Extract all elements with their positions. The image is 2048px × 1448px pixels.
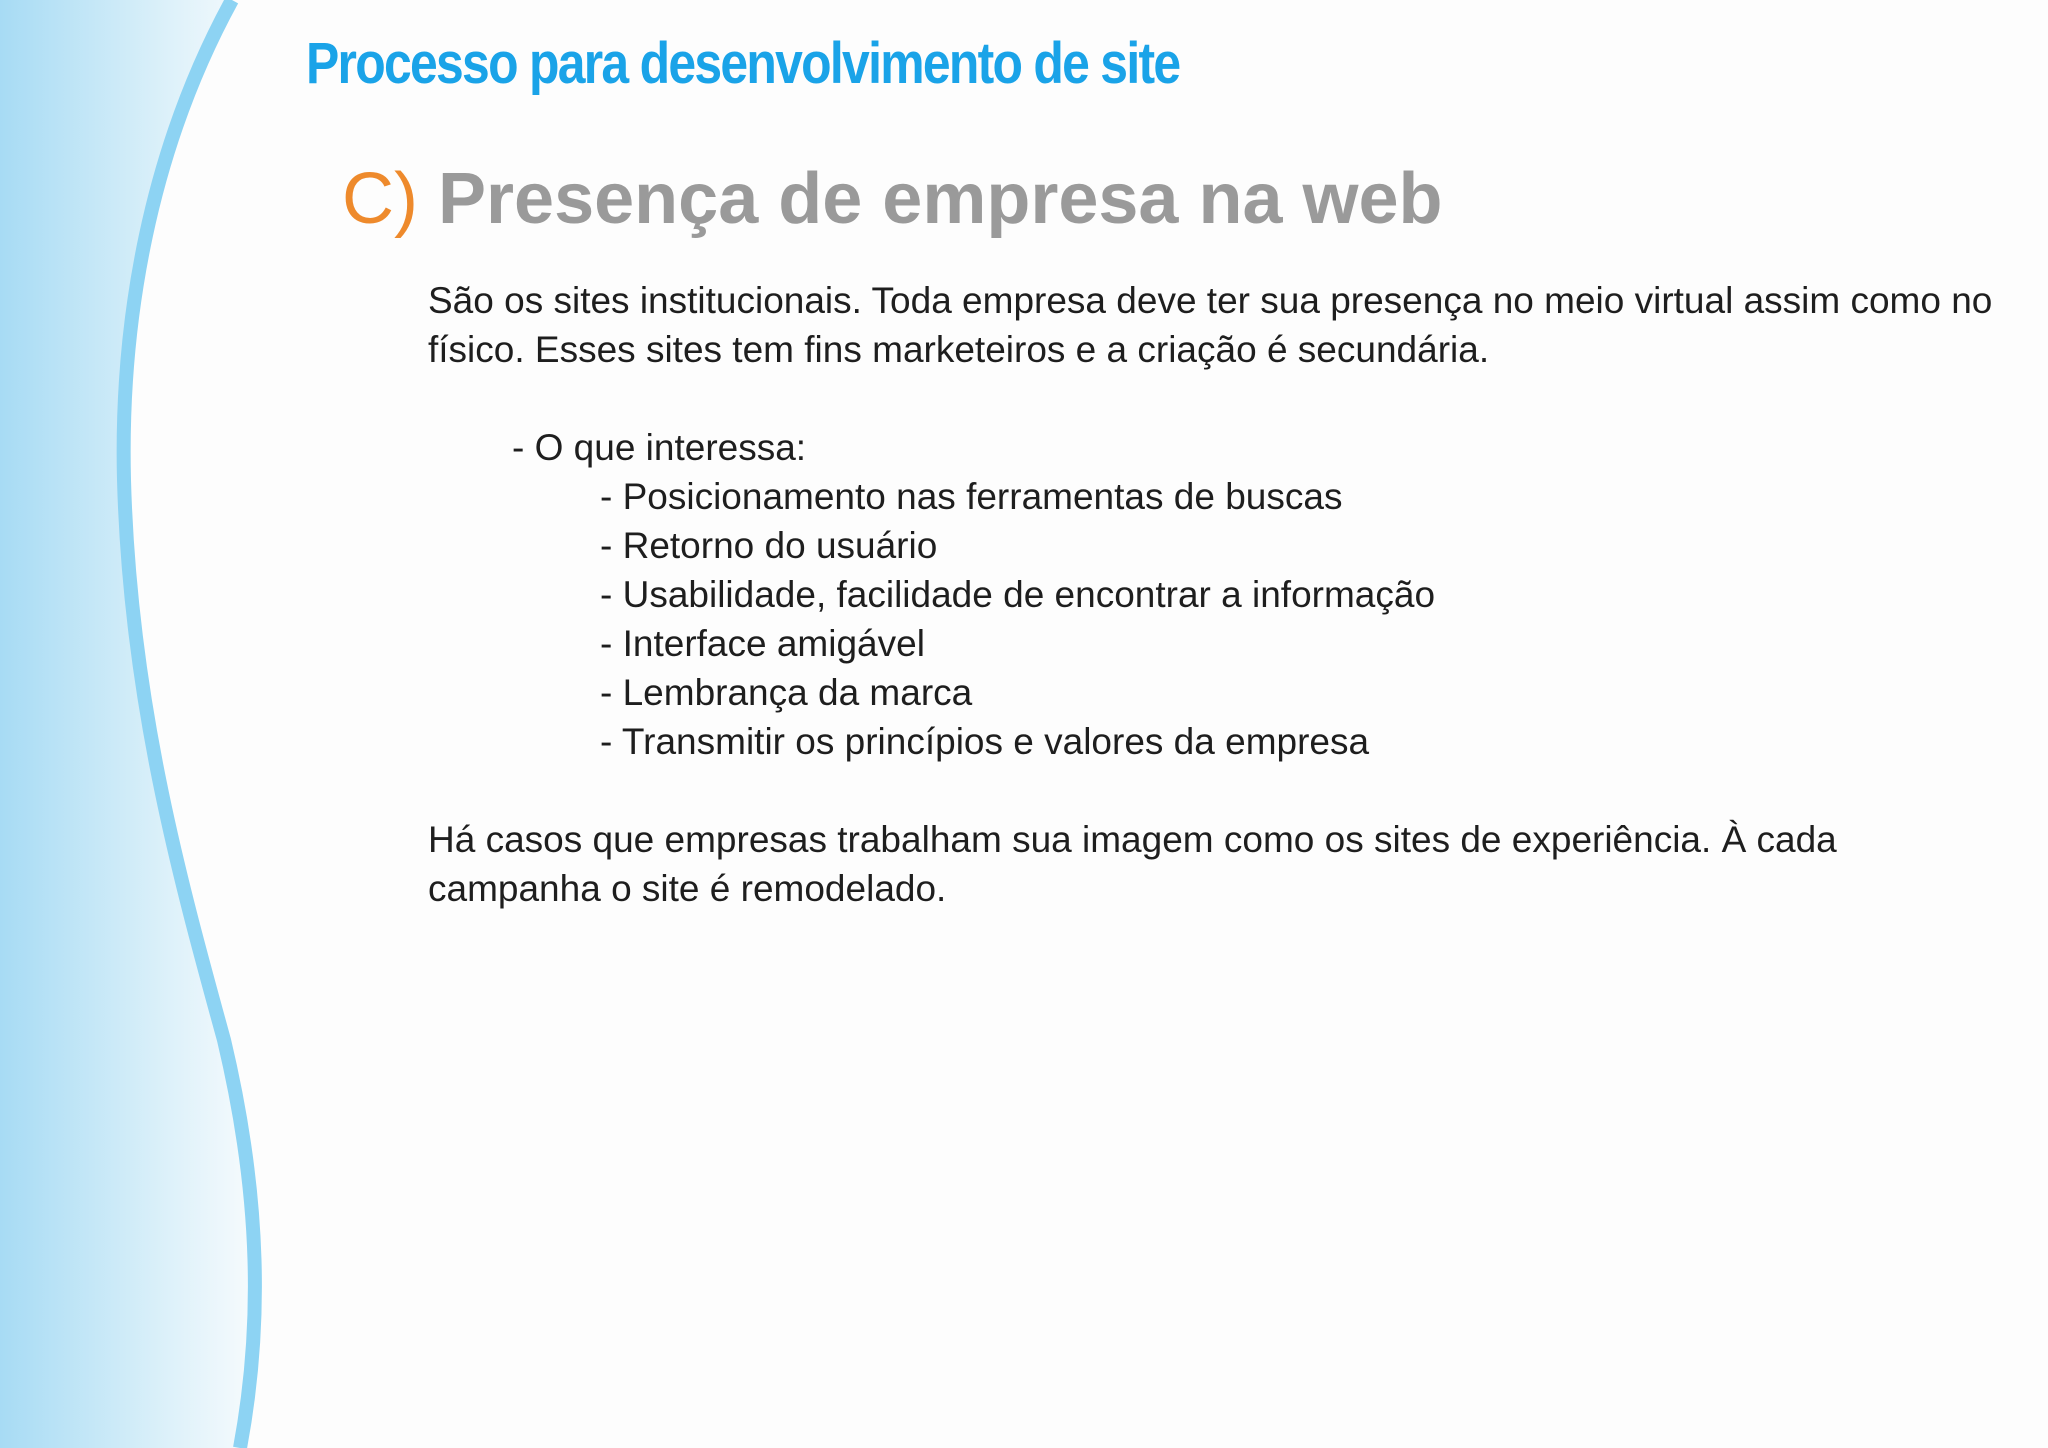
wave-decoration (0, 0, 320, 1448)
section-title: Presença de empresa na web (438, 159, 1443, 239)
slide-body (428, 276, 2008, 913)
section-letter: C) (342, 159, 418, 239)
list-item: - Lembrança da marca (600, 672, 973, 713)
list-heading: - O que interessa: (512, 427, 807, 468)
list-item: - Interface amigável (600, 623, 925, 664)
intro-paragraph: São os sites institucionais. Toda empresa deve ter sua presença no meio virtual assim como no físico. Esses sites tem fins marketeiros e a criação é secundária. (428, 280, 1993, 370)
list-item: - Posicionamento nas ferramentas de buscas (600, 476, 1343, 517)
list-item: - Transmitir os princípios e valores da empresa (600, 721, 1370, 762)
list-item: - Usabilidade, facilidade de encontrar a informação (600, 574, 1436, 615)
closing-paragraph: Há casos que empresas trabalham sua imagem como os sites de experiência. À cada campanha o site é remodelado. (428, 819, 1837, 909)
header-title: Processo para desenvolvimento de site (306, 31, 1180, 96)
list-item: - Retorno do usuário (600, 525, 938, 566)
interest-list (428, 472, 2008, 766)
section-heading (342, 160, 1443, 239)
